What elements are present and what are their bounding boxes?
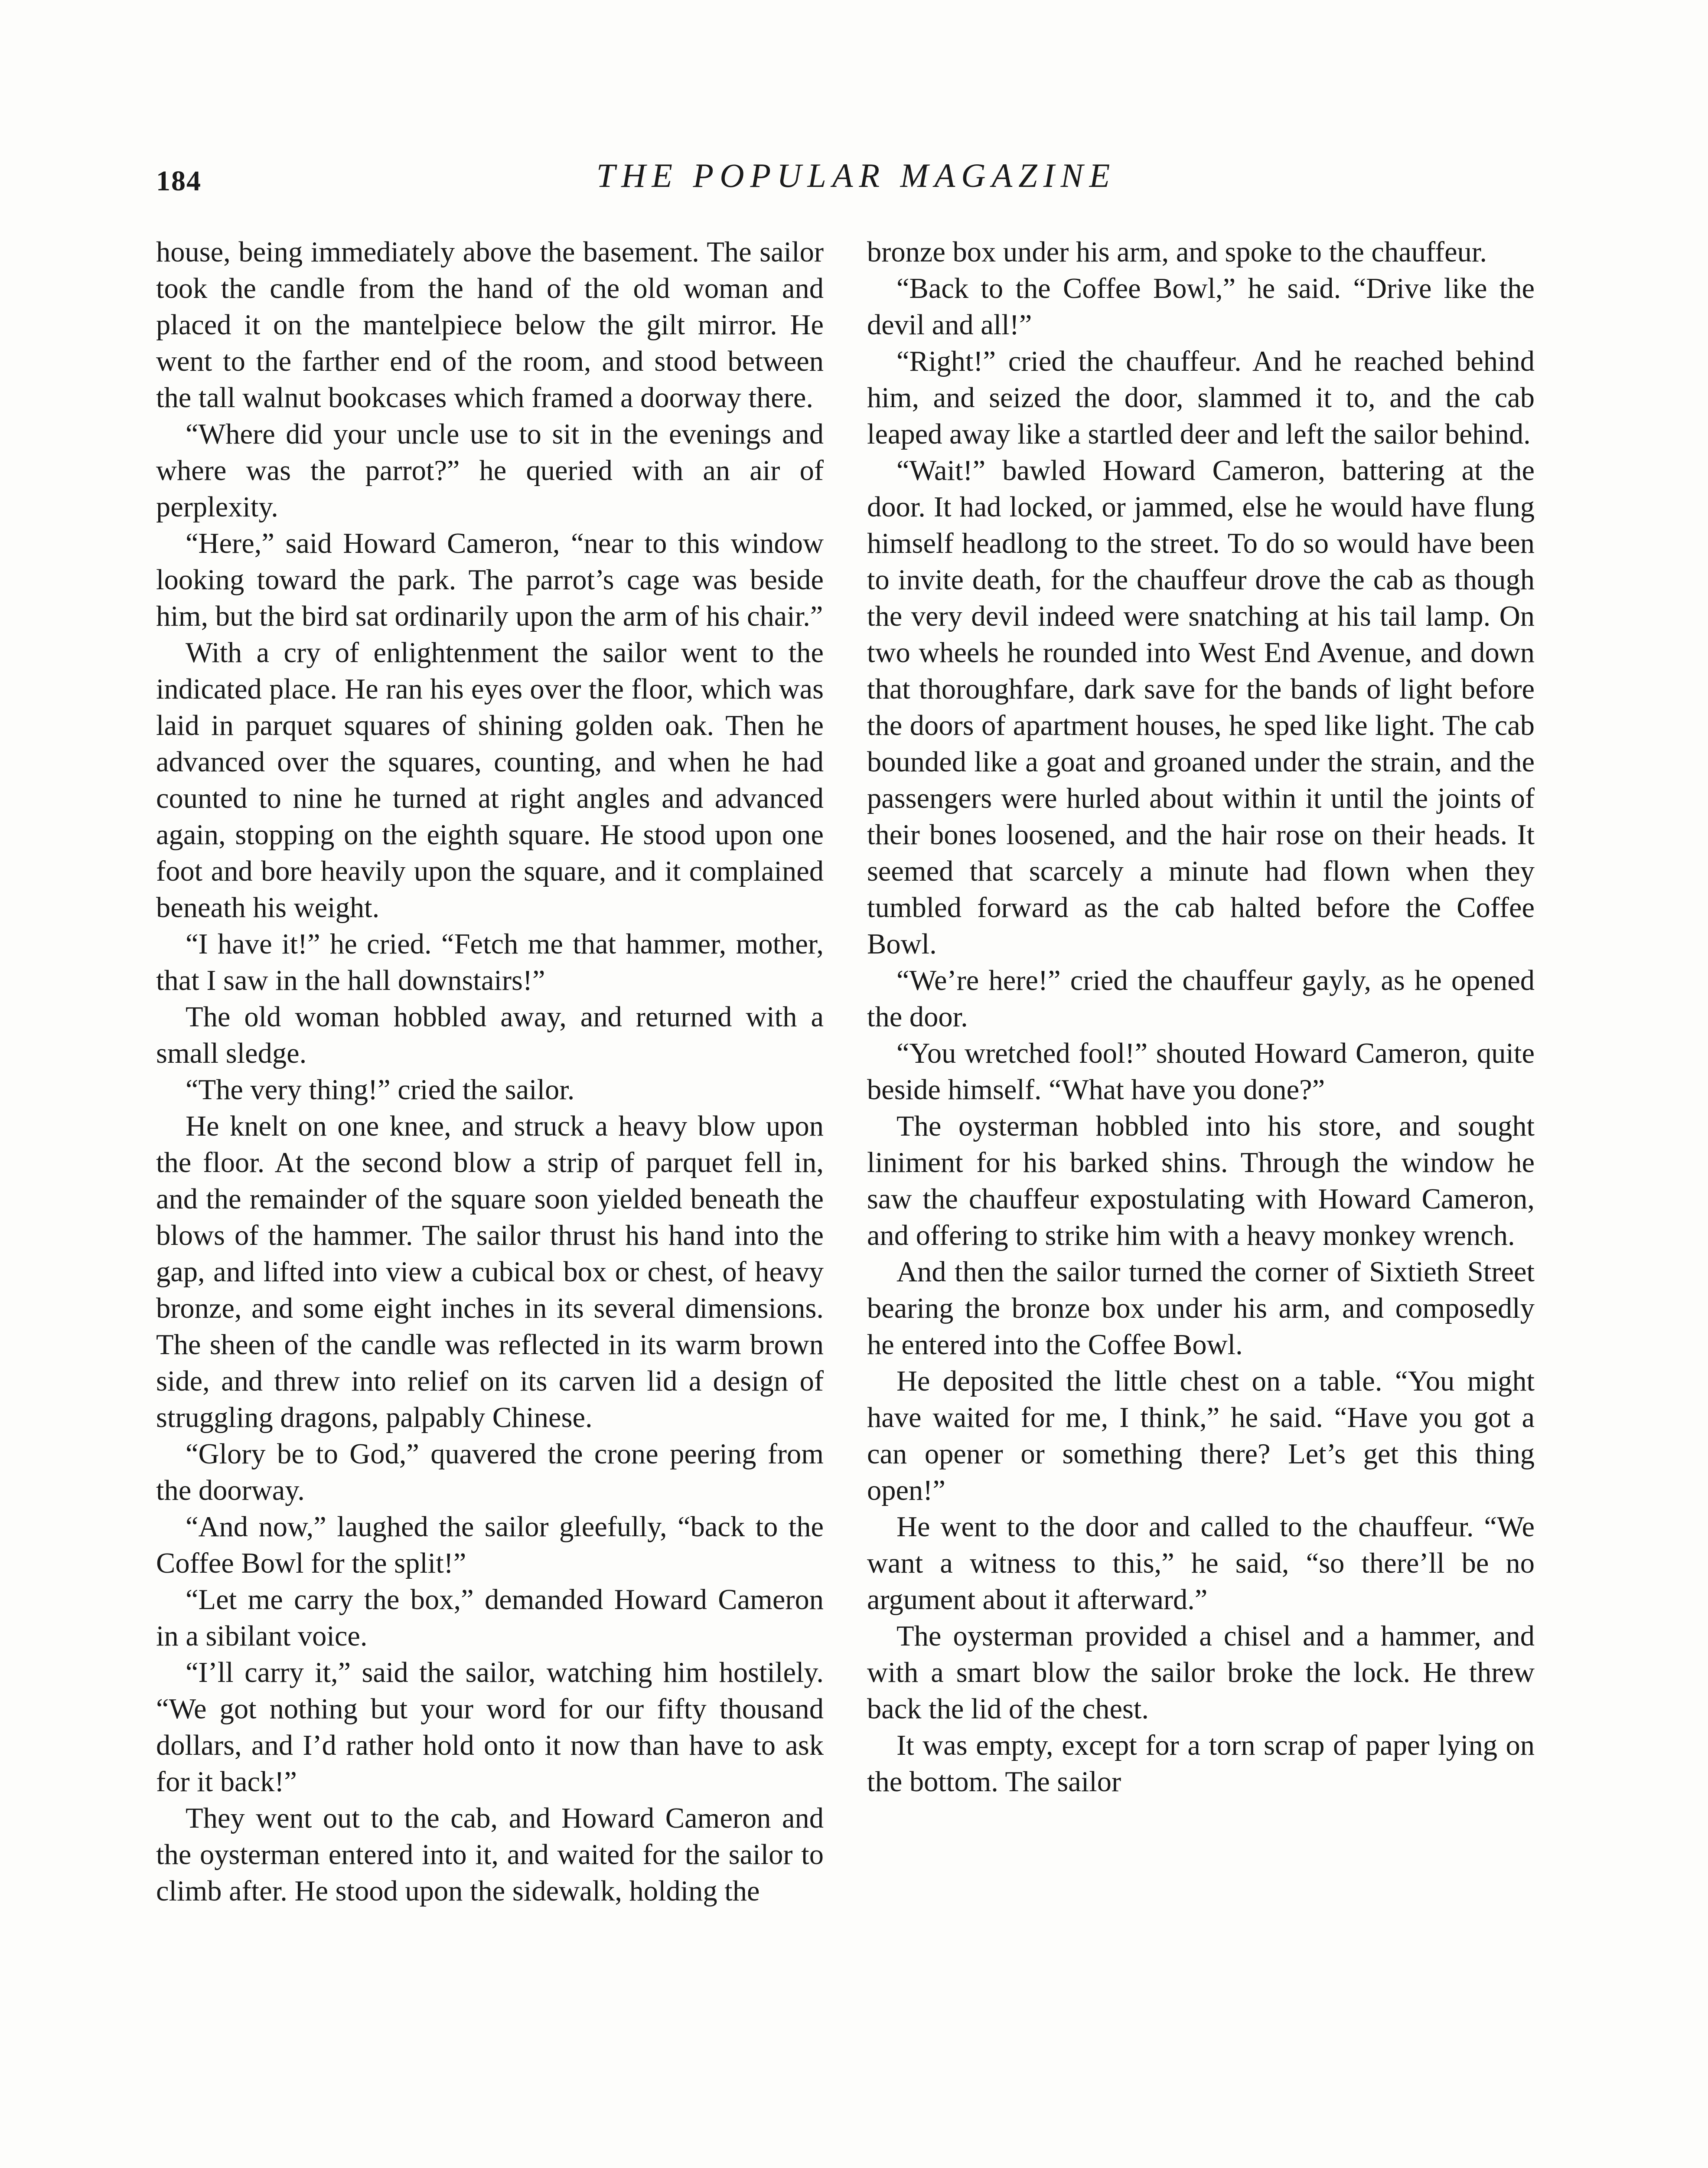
paragraph: “Here,” said Howard Cameron, “near to this window looking toward the park. The parrot’s cage was beside him, but the bird sat ordinarily upon the arm of his chair.”: [156, 528, 824, 632]
paragraph: “Wait!” bawled Howard Cameron, battering at the door. It had locked, or jammed, else he would have flung himself headlong to the street. To do so would have been to invite death, for the chauffeur drove the cab as though the very devil indeed were snatching at his tail lamp. On two wheels he rounded into West End Avenue, and down that thoroughfare, dark save for the bands of light before the doors of apartment houses, he sped like light. The cab bounded like a goat and groaned under the strain, and the passengers were hurled about within it until the joints of their bones loosened, and the hair rose on their heads. It seemed that scarcely a minute had flown when they tumbled forward as the cab halted before the Coffee Bowl.: [867, 455, 1535, 960]
right-column: [867, 234, 1535, 2168]
paragraph: “Right!” cried the chauffeur. And he reached behind him, and seized the door, slammed it to, and the cab leaped away like a startled deer and left the sailor behind.: [867, 346, 1535, 450]
paragraph: “Let me carry the box,” demanded Howard Cameron in a sibilant voice.: [156, 1584, 824, 1652]
paragraph: “I have it!” he cried. “Fetch me that hammer, mother, that I saw in the hall downstairs!”: [156, 928, 824, 996]
page-header: [156, 152, 1556, 204]
paragraph: The old woman hobbled away, and returned with a small sledge.: [156, 1001, 824, 1069]
paragraph: He knelt on one knee, and struck a heavy blow upon the floor. At the second blow a strip of parquet fell in, and the remainder of the square soon yielded beneath the blows of the hammer. The sailor thrust his hand into the gap, and lifted into view a cubical box or chest, of heavy bronze, and some eight inches in its several dimensions. The sheen of the candle was reflected in its warm brown side, and threw into relief on its carven lid a design of struggling dragons, palpably Chinese.: [156, 1110, 824, 1433]
paragraph: He went to the door and called to the chauffeur. “We want a witness to this,” he said, “so there’ll be no argument about it afterward.”: [867, 1511, 1535, 1616]
paragraph: bronze box under his arm, and spoke to the chauffeur.: [867, 236, 1487, 268]
paragraph: “And now,” laughed the sailor gleefully, “back to the Coffee Bowl for the split!”: [156, 1511, 824, 1579]
paragraph: The oysterman hobbled into his store, and sought liniment for his barked shins. Through the window he saw the chauffeur expostulating with Howard Cameron, and offering to strike him with a heavy monkey wrench.: [867, 1110, 1535, 1251]
paragraph: “Back to the Coffee Bowl,” he said. “Drive like the devil and all!”: [867, 273, 1535, 341]
paragraph: The oysterman provided a chisel and a hammer, and with a smart blow the sailor broke the lock. He threw back the lid of the chest.: [867, 1620, 1535, 1725]
paragraph: “I’ll carry it,” said the sailor, watching him hostilely. “We got nothing but your word for our fifty thousand dollars, and I’d rather hold onto it now than have to ask for it back!”: [156, 1657, 824, 1798]
paragraph: “We’re here!” cried the chauffeur gayly, as he opened the door.: [867, 965, 1535, 1033]
paragraph: “Where did your uncle use to sit in the evenings and where was the parrot?” he queried with an air of perplexity.: [156, 418, 824, 523]
paragraph: And then the sailor turned the corner of Sixtieth Street bearing the bronze box under his arm, and composedly he entered into the Coffee Bowl.: [867, 1256, 1535, 1361]
paragraph: house, being immediately above the basement. The sailor took the candle from the hand of the old woman and placed it on the mantelpiece below the gilt mirror. He went to the farther end of the room, and stood between the tall walnut bookcases which framed a doorway there.: [156, 236, 824, 414]
paragraph: With a cry of enlightenment the sailor went to the indicated place. He ran his eyes over the floor, which was laid in parquet squares of shining golden oak. Then he advanced over the squares, counting, and when he had counted to nine he turned at right angles and advanced again, stopping on the eighth square. He stood upon one foot and bore heavily upon the square, and it complained beneath his weight.: [156, 637, 824, 924]
paragraph: “You wretched fool!” shouted Howard Cameron, quite beside himself. “What have you done?”: [867, 1038, 1535, 1106]
left-column: [156, 234, 824, 2168]
paragraph: He deposited the little chest on a table. “You might have waited for me, I think,” he said. “Have you got a can opener or something there? Let’s get this thing open!”: [867, 1365, 1535, 1506]
running-head: THE POPULAR MAGAZINE: [596, 157, 1116, 194]
page-number: 184: [156, 165, 202, 197]
paragraph: “The very thing!” cried the sailor.: [186, 1074, 575, 1106]
paragraph: “Glory be to God,” quavered the crone peering from the doorway.: [156, 1438, 824, 1506]
paragraph: They went out to the cab, and Howard Cameron and the oysterman entered into it, and waited for the sailor to climb after. He stood upon the sidewalk, holding the: [156, 1802, 824, 1907]
paragraph: It was empty, except for a torn scrap of paper lying on the bottom. The sailor: [867, 1730, 1535, 1798]
